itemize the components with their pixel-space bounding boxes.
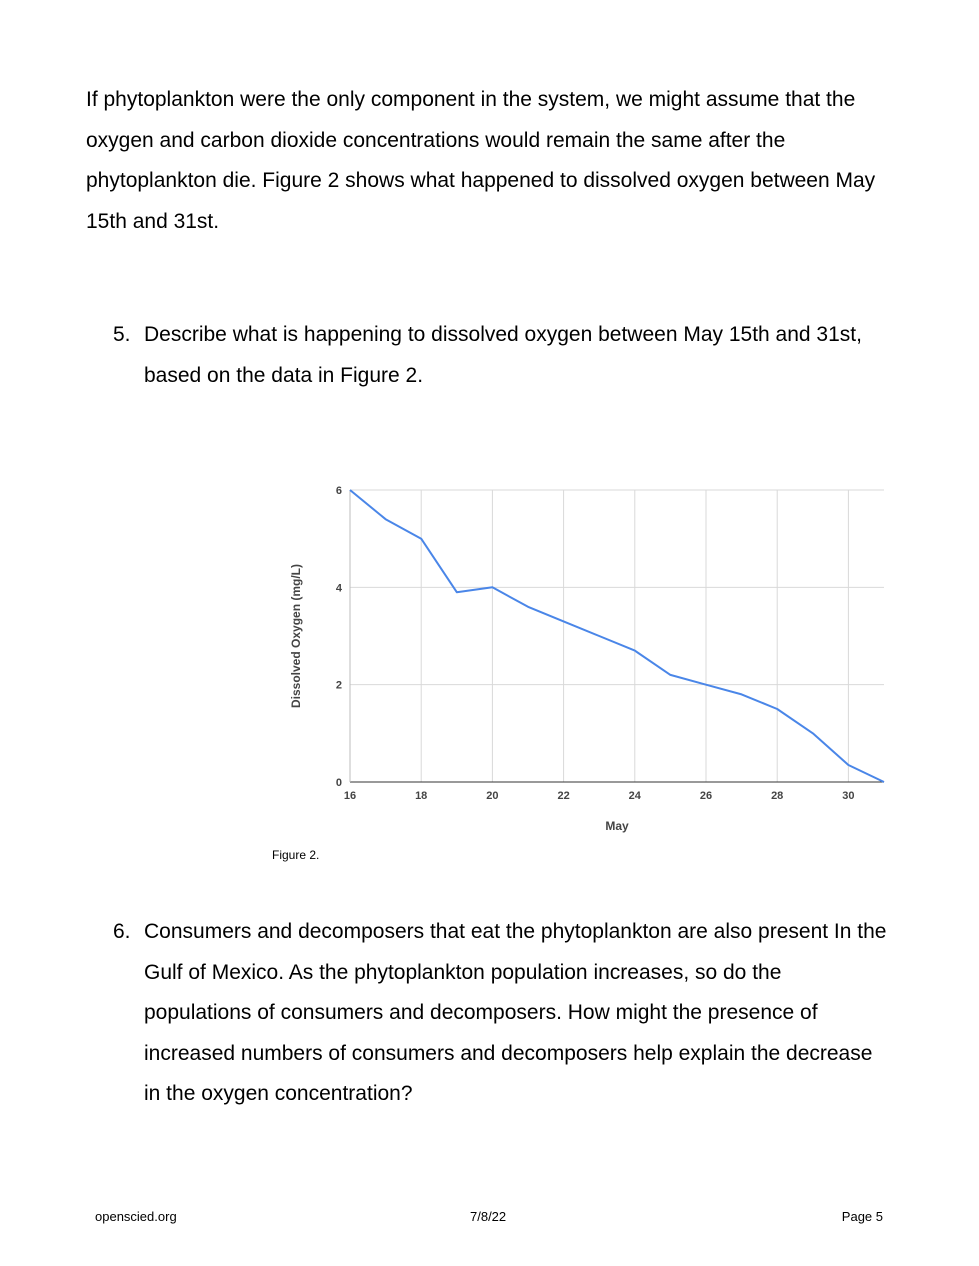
y-tick-label-6: 6 xyxy=(335,485,342,497)
footer-date: 7/8/22 xyxy=(470,1209,507,1224)
x-tick-label-22: 22 xyxy=(557,790,570,802)
figure-caption: Figure 2. xyxy=(272,848,320,862)
chart-grid xyxy=(350,490,884,782)
question-5-number: 5. xyxy=(113,323,131,346)
x-tick-label-28: 28 xyxy=(771,790,784,802)
y-tick-label-0: 0 xyxy=(335,777,342,789)
x-axis-title: May xyxy=(605,819,629,833)
intro-paragraph: If phytoplankton were the only component in the system, we might assume that the oxygen and carbon dioxide concentrations would remain the same after the phytoplankton die. Figure 2 shows what happened to dissolved oxygen between May 15th and 31st. xyxy=(86,88,876,233)
x-tick-label-30: 30 xyxy=(842,790,855,802)
question-6-number: 6. xyxy=(113,920,131,943)
chart-series xyxy=(349,489,885,783)
footer-page-number: Page 5 xyxy=(841,1209,883,1224)
question-5-text: Describe what is happening to dissolved oxygen between May 15th and 31st, based on the data in Figure 2. xyxy=(144,323,862,387)
x-tick-label-26: 26 xyxy=(699,790,713,802)
dissolved-oxygen-chart xyxy=(270,470,910,840)
x-tick-label-18: 18 xyxy=(415,790,428,802)
x-tick-label-24: 24 xyxy=(628,790,641,802)
x-tick-label-20: 20 xyxy=(486,790,499,802)
y-tick-label-2: 2 xyxy=(335,679,342,692)
question-6 xyxy=(113,912,893,1115)
footer-site: openscied.org xyxy=(95,1209,177,1224)
x-tick-label-16: 16 xyxy=(343,790,357,802)
series-line-dissolved-oxygen xyxy=(350,490,884,782)
chart-labels xyxy=(289,485,855,833)
chart-axes xyxy=(350,490,884,782)
question-5 xyxy=(113,315,893,396)
y-axis-title: Dissolved Oxygen (mg/L) xyxy=(289,563,303,709)
question-6-text: Consumers and decomposers that eat the phytoplankton are also present In the Gulf of Mexico. As the phytoplankton population increases, so do the populations of consumers and decomposers. How might the presence of increased numbers of consumers and decomposers help explain the decrease in the oxygen concentration? xyxy=(144,920,887,1106)
y-tick-label-4: 4 xyxy=(335,582,342,595)
